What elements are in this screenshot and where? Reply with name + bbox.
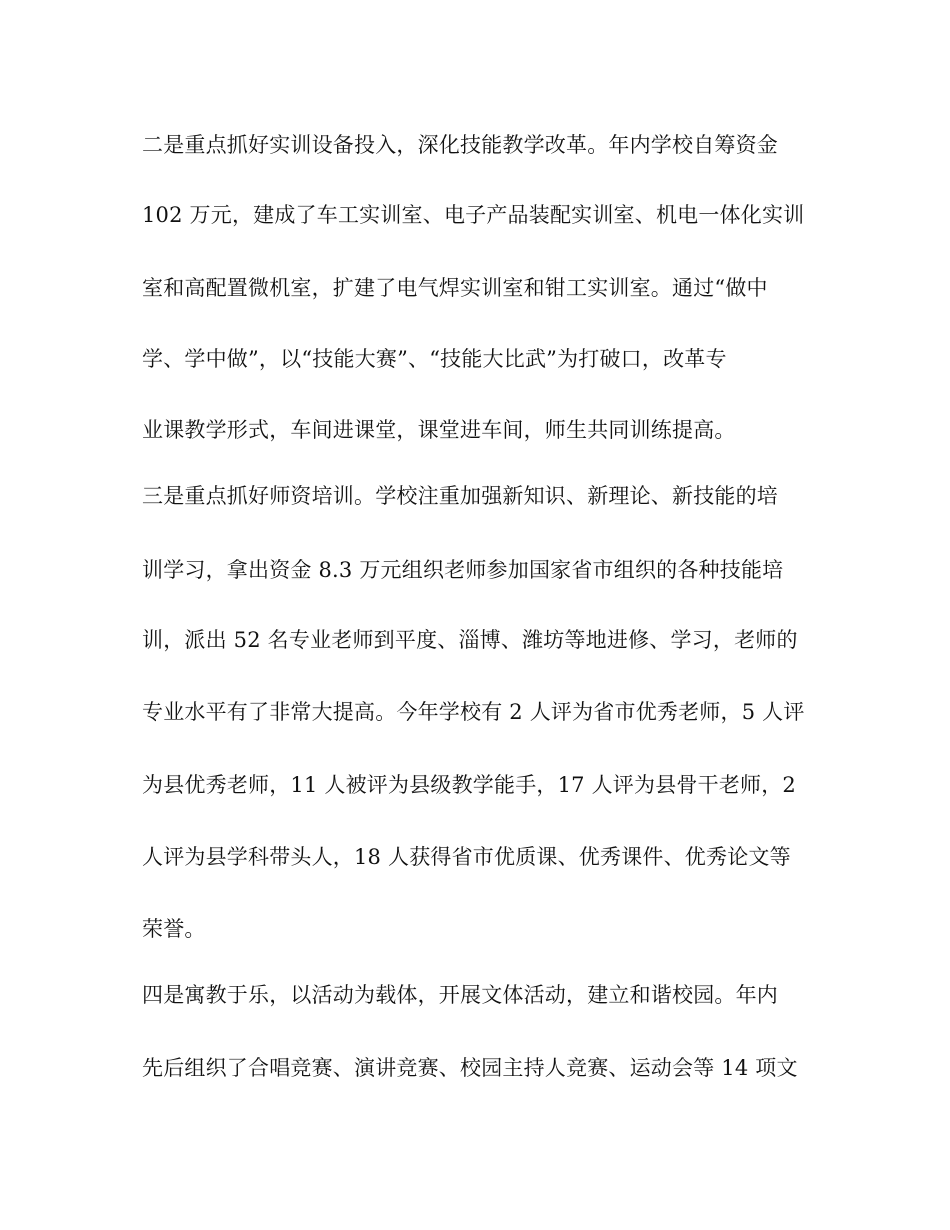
paragraph-4-line-2: 先后组织了合唱竞赛、演讲竞赛、校园主持人竞赛、运动会等 14 项文 [142,1056,798,1080]
paragraph-2-line-2: 102 万元，建成了车工实训室、电子产品装配实训室、机电一体化实训 [142,203,805,227]
paragraph-2-line-1: 二是重点抓好实训设备投入，深化技能教学改革。年内学校自筹资金 [142,133,778,157]
paragraph-3-line-6: 人评为县学科带头人，18 人获得省市优质课、优秀课件、优秀论文等 [142,845,791,869]
paragraph-2-line-5: 业课教学形式，车间进课堂，课堂进车间，师生共同训练提高。 [142,418,736,442]
paragraph-3-line-1: 三是重点抓好师资培训。学校注重加强新知识、新理论、新技能的培 [142,484,778,508]
paragraph-3-line-2: 训学习，拿出资金 8.3 万元组织老师参加国家省市组织的各种技能培 [142,558,784,582]
paragraph-3-line-4: 专业水平有了非常大提高。今年学校有 2 人评为省市优秀老师，5 人评 [142,700,805,724]
paragraph-3-line-3: 训，派出 52 名专业老师到平度、淄博、潍坊等地进修、学习，老师的 [142,628,798,652]
paragraph-3-line-5: 为县优秀老师，11 人被评为县级教学能手，17 人评为县骨干老师，2 [142,773,796,797]
paragraph-2-line-3: 室和高配置微机室，扩建了电气焊实训室和钳工实训室。通过“做中 [142,276,768,300]
paragraph-4-line-1: 四是寓教于乐，以活动为载体，开展文体活动，建立和谐校园。年内 [142,983,778,1007]
paragraph-2-line-4: 学、学中做”，以“技能大赛”、“技能大比武”为打破口，改革专 [142,347,727,371]
paragraph-3-line-7: 荣誉。 [142,917,206,941]
